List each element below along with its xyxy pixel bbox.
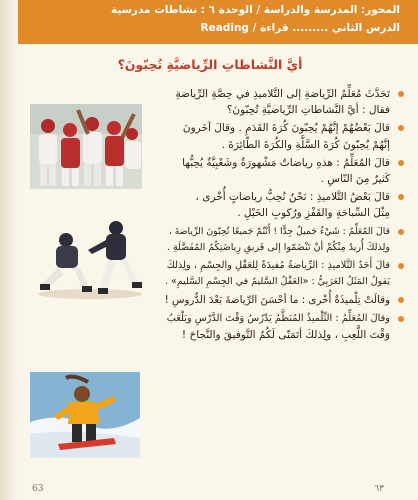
unit-header-banner	[18, 0, 418, 44]
bullet-dot	[398, 229, 404, 235]
passage-paragraph	[164, 86, 404, 118]
bullet-dot	[398, 194, 404, 200]
page-number-latin: 63	[32, 484, 44, 494]
passage-paragraph	[164, 189, 404, 221]
bullet-dot	[398, 316, 404, 322]
reading-passage	[164, 86, 404, 345]
passage-paragraph	[164, 311, 404, 343]
page-binding-shade	[0, 0, 18, 500]
passage-line: قالَ أَحَدُ التَّلاميذِ : الرِّياضةُ مُفيدَةٌ لِلعَقْلِ والجِسْمِ ، ولِذلكَ	[166, 260, 390, 272]
passage-line: قالَ المُعَلِّمُ : شَيْءٌ جَميلٌ جِدًّا ! أَنْتُمْ جَميعًا تُحِبّونَ الرِّياضةَ ،	[168, 225, 390, 237]
passage-line: قالَ بَعْضُهُمْ إنَّهُمْ يُحِبّونَ كُرَةَ القَدَمِ . وقالَ آخَرونَ	[182, 122, 390, 135]
passage-line: وقالَتْ تِلْميذَةٌ أُخْرى : ما أحْسَنَ الرِّياضةَ بَعْدَ الدُّروسِ !	[164, 294, 390, 307]
passage-line: ولِذلكَ أُريدُ مِنْكُمْ أنْ تَنْضَمّوا إلى فَريقِ رِياضَتِكُمُ المُفَضَّلَةِ .	[166, 241, 390, 253]
passage-line: قالَ بَعْضُ التَّلاميذِ : نَحْنُ نُحِبُّ رياضاتٍ أُخْرى ،	[195, 191, 390, 204]
bullet-dot	[398, 263, 404, 269]
snowboarder-photo	[30, 372, 140, 458]
bullet-dot	[398, 91, 404, 97]
passage-paragraph	[164, 224, 404, 256]
passage-line: وقالَ المُعَلِّمُ : التِّلْميذُ المُنَظَّمُ يَدْرُسُ وَقْتَ الدَّرْسِ ويَلْعَبُ	[166, 312, 390, 324]
passage-paragraph	[164, 258, 404, 290]
passage-line: وَقْتَ اللَّعِبِ ، ولِذلكَ أتَمَنّى لَكُمُ التَّوفيقَ والنَّجاحَ !	[181, 328, 390, 341]
passage-paragraph	[164, 155, 404, 187]
baseball-play-photo	[30, 214, 148, 300]
header-unit-line: المحور: المدرسة والدراسة / الوحدة ٦ : نشاطات مدرسية	[110, 4, 400, 16]
passage-line: يَقولُ المَثَلُ العَرَبِيُّ : «العَقْلُ السَّليمُ في الجِسْمِ السَّليمِ» .	[164, 276, 390, 288]
bullet-dot	[398, 160, 404, 166]
passage-line: قالَ المُعَلِّمُ : هذهِ رياضاتٌ مَشْهورَةٌ وشَعْبِيَّةٌ يُحِبُّها	[182, 156, 390, 169]
bullet-dot	[398, 125, 404, 131]
passage-line: إنَّهُمْ يُحِبّونَ كُرَةَ السَّلَّةِ والكُرَةَ الطّائِرَةَ .	[221, 138, 390, 151]
bullet-dot	[398, 297, 404, 303]
passage-line: كَثيرٌ مِنَ النّاسِ .	[320, 173, 390, 186]
page-number-arabic: ٦٣	[374, 484, 384, 494]
passage-paragraph	[164, 292, 404, 308]
lesson-title: أيَّ النَّشاطاتِ الرِّياضيَّةِ تُحِبّونَ؟	[117, 57, 303, 72]
passage-line: فقال : أيَّ النَّشاطاتِ الرِّياضيَّةِ تُحِبّونَ؟	[226, 104, 390, 117]
passage-line: تَحَدَّثَ مُعَلِّمُ الرِّياضةِ إلى التَّلاميذِ في حِصَّةِ الرِّياضةِ	[175, 88, 390, 100]
header-lesson-line: الدرس الثاني ......... قراءة / Reading	[200, 22, 400, 34]
passage-paragraph	[164, 120, 404, 152]
passage-line: مِثْلَ السِّباحَةِ والقَفْزِ ورُكوبِ الخَيْلِ .	[237, 207, 390, 220]
baseball-team-photo	[30, 104, 142, 189]
